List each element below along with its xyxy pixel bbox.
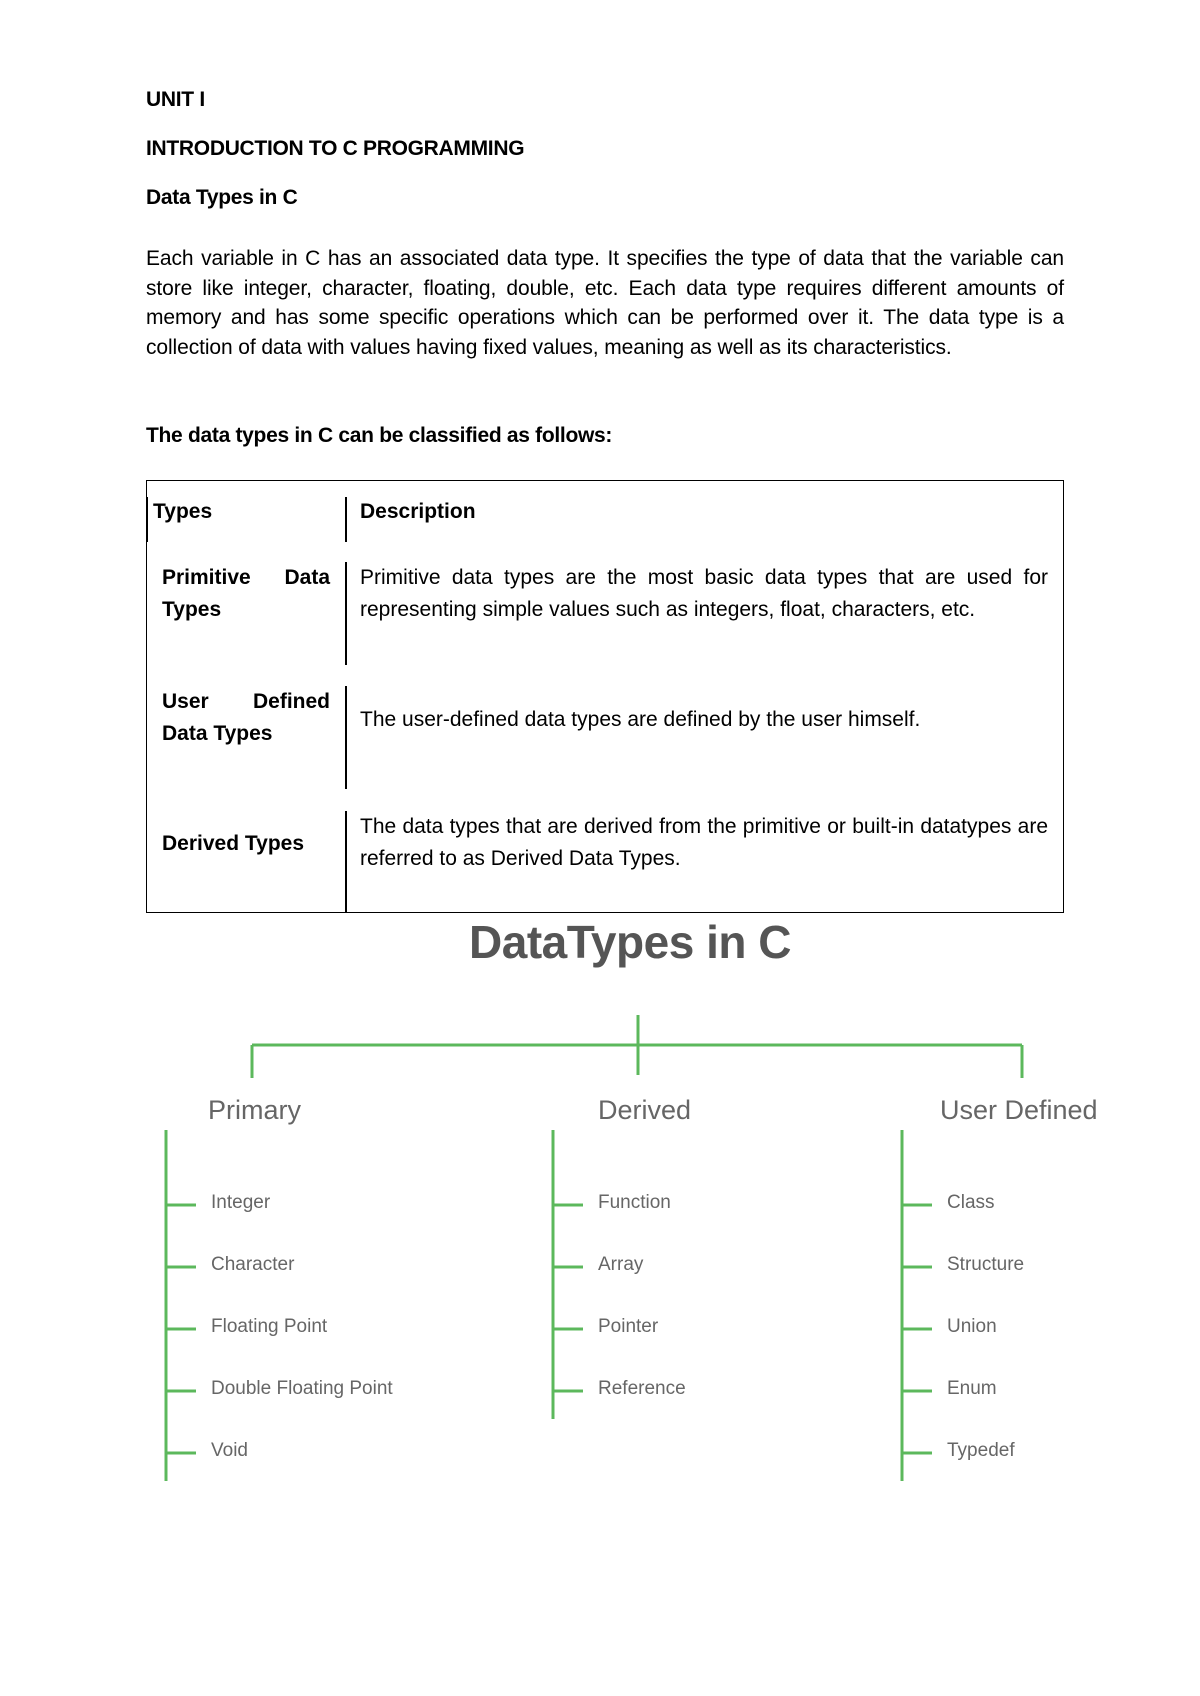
leaf-label: Class: [947, 1192, 995, 1213]
table-column-divider: [345, 497, 347, 542]
intro-paragraph: Each variable in C has an associated data type. It specifies the type of data that the variable can store like integer, character, floating, double, etc. Each data type requires different amounts of memory and has some specific operations which can be performed over it. The data type is a collection of data with values having fixed values, meaning as well as its characteristics.: [146, 247, 1064, 359]
classification-heading: The data types in C can be classified as follows:: [146, 424, 613, 447]
table-cell-type: Derived Types: [162, 832, 305, 855]
branch-label: Primary: [208, 1095, 301, 1125]
table-cell-type: Primitive Data Types: [162, 566, 330, 621]
leaf-label: Character: [211, 1254, 295, 1275]
leaf-label: Typedef: [947, 1440, 1015, 1461]
branch-label: User Defined: [940, 1095, 1098, 1125]
table-column-divider: [345, 811, 347, 913]
leaf-label: Double Floating Point: [211, 1378, 393, 1399]
table-header-types: Types: [153, 500, 213, 523]
leaf-label: Pointer: [598, 1316, 659, 1337]
table-cell-description: The data types that are derived from the primitive or built-in datatypes are referred to as Derived Data Types.: [360, 815, 1048, 870]
unit-heading: UNIT I: [146, 88, 205, 111]
leaf-label: Reference: [598, 1378, 686, 1399]
branch-label: Derived: [598, 1095, 692, 1125]
data-types-diagram: [146, 915, 1106, 1515]
leaf-label: Array: [598, 1254, 644, 1275]
leaf-label: Integer: [211, 1192, 271, 1213]
leaf-label: Union: [947, 1316, 997, 1337]
leaf-label: Structure: [947, 1254, 1025, 1275]
chapter-heading: INTRODUCTION TO C PROGRAMMING: [146, 137, 525, 160]
leaf-label: Function: [598, 1192, 671, 1213]
table-column-divider: [345, 686, 347, 789]
table-cell-description: Primitive data types are the most basic data types that are used for representing simple values such as integers, float, characters, etc.: [360, 566, 1048, 621]
diagram-connector-lines: [146, 915, 1106, 1515]
table-cell-description: The user-defined data types are defined by the user himself.: [360, 708, 921, 731]
table-header-description: Description: [360, 500, 476, 523]
table-row-marker: [146, 497, 148, 542]
leaf-label: Void: [211, 1440, 248, 1461]
table-column-divider: [345, 562, 347, 665]
diagram-title: DataTypes in C: [469, 916, 791, 968]
section-heading: Data Types in C: [146, 186, 298, 209]
table-cell-type: User Defined Data Types: [162, 690, 330, 745]
leaf-label: Floating Point: [211, 1316, 328, 1337]
leaf-label: Enum: [947, 1378, 997, 1399]
